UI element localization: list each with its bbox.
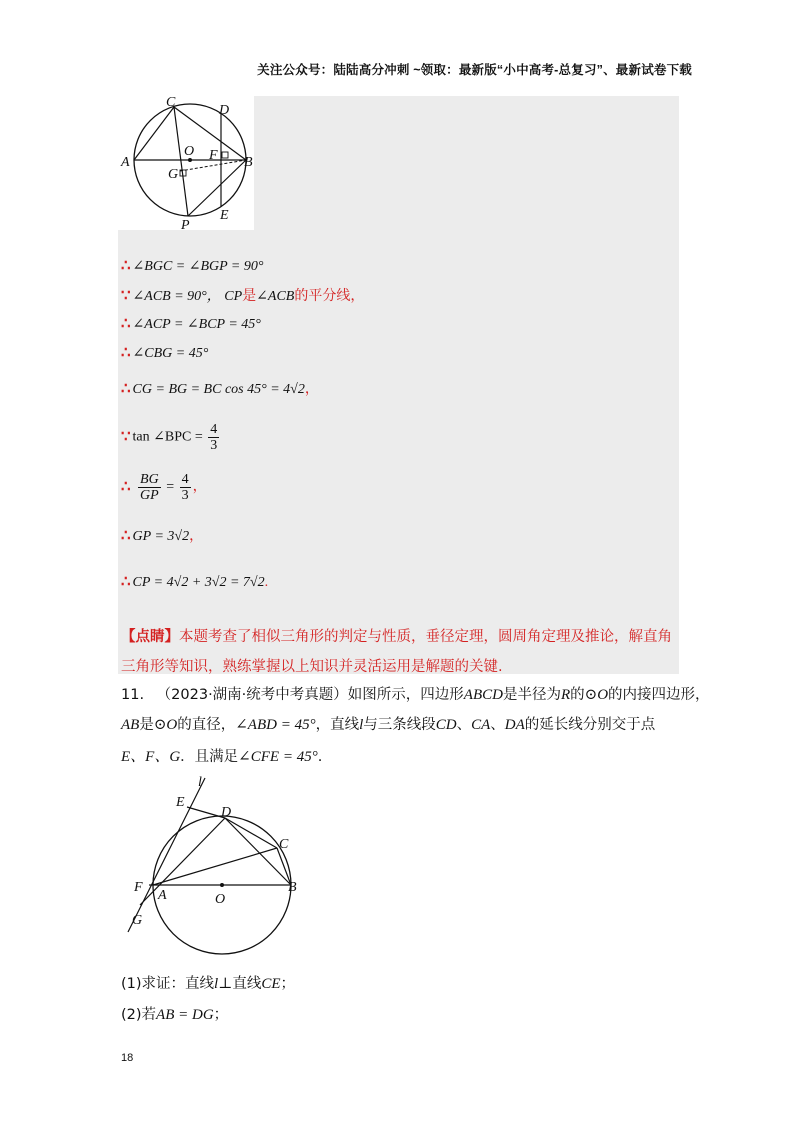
circle-diagram-2 bbox=[118, 772, 318, 972]
label-P: P bbox=[181, 218, 190, 230]
solution-line-3: ∴ ∠ACP = ∠BCP = 45° bbox=[121, 316, 261, 332]
page-number: 18 bbox=[121, 1052, 134, 1064]
page-header: 关注公众号：陆陆高分冲刺 ~领取：最新版“小中高考-总复习”、最新试卷下载 bbox=[257, 63, 692, 77]
note-text: 本题考查了相似三角形的判定与性质，垂径定理，圆周角定理及推论，解直角三角形等知识，熟练掌握以上知识并灵活运用是解题的关键. bbox=[121, 629, 672, 675]
label-E: E bbox=[220, 208, 229, 223]
problem-line-2: AB是⊙O的直径，∠ABD = 45°，直线l与三条线段CD、CA、DA的延长线分别交于点 bbox=[121, 717, 656, 733]
label-C: C bbox=[279, 837, 289, 852]
label-G: G bbox=[132, 913, 143, 928]
question-1: (1)求证：直线l⊥直线CE； bbox=[121, 976, 295, 992]
label-l: l bbox=[198, 775, 202, 790]
label-D: D bbox=[219, 103, 230, 118]
circle-diagram-1 bbox=[118, 96, 254, 230]
solution-line-9: ∴ CP = 4√2 + 3√2 = 7√2. bbox=[121, 574, 269, 590]
label-A: A bbox=[158, 888, 167, 903]
label-E: E bbox=[176, 795, 185, 810]
problem-line-3: E、F、G．且满足∠CFE = 45°. bbox=[121, 749, 323, 765]
label-B: B bbox=[244, 155, 253, 170]
label-O: O bbox=[215, 892, 226, 907]
note-label: 【点睛】 bbox=[121, 629, 179, 645]
label-F: F bbox=[134, 880, 143, 895]
solution-line-1: ∴ ∠BGC = ∠BGP = 90° bbox=[121, 258, 264, 274]
solution-line-8: ∴ GP = 3√2， bbox=[121, 528, 204, 544]
solution-line-7: ∴ $\frac{BG}{GP}$ = $\frac{4}{3}$ ， bbox=[121, 472, 207, 503]
key-point-note bbox=[121, 622, 677, 682]
label-B: B bbox=[288, 880, 297, 895]
label-A: A bbox=[121, 155, 130, 170]
solution-line-4: ∴ ∠CBG = 45° bbox=[121, 345, 209, 361]
solution-line-5: ∴ CG = BG = BC cos 45° = 4√2， bbox=[121, 381, 319, 397]
label-F: F bbox=[209, 148, 218, 163]
solution-line-6: ∵ tan ∠BPC = $\frac{4}{3}$ bbox=[121, 422, 218, 453]
figure-1 bbox=[118, 96, 254, 230]
question-2: (2)若AB = DG； bbox=[121, 1007, 229, 1023]
solution-line-2: ∵ ∠ACB = 90°， CP是∠ACB的平分线， bbox=[121, 288, 365, 304]
label-C: C bbox=[166, 96, 176, 110]
label-G: G bbox=[168, 167, 179, 182]
label-O: O bbox=[184, 144, 195, 159]
problem-line-1: 11. （2023·湖南·统考中考真题）如图所示，四边形ABCD是半径为R的⊙O的内接四边形， bbox=[121, 687, 710, 703]
label-D: D bbox=[221, 805, 232, 820]
